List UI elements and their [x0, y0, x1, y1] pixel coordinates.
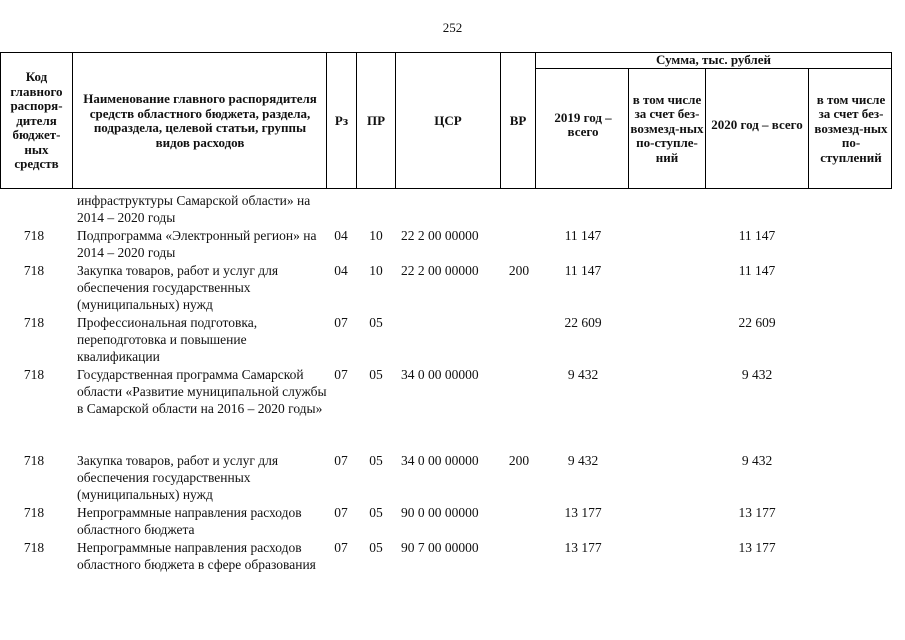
- row-code: 718: [23, 228, 45, 243]
- header-vr: ВР: [509, 112, 527, 128]
- row-sum-2019: 11 147: [564, 228, 602, 243]
- row-code: 718: [23, 505, 45, 520]
- row-csr: 22 2 00 00000: [401, 228, 479, 243]
- row-name: Непрограммные направления расходов областного бюджета в сфере образования: [77, 540, 316, 572]
- row-pr: 05: [369, 453, 383, 468]
- row-name: Закупка товаров, работ и услуг для обеспечения государственных (муниципальных) нужд: [77, 453, 279, 502]
- row-sum-2020: 9 432: [741, 367, 773, 382]
- row-rz: 04: [334, 228, 348, 243]
- header-code: Код главного распоря-дителя бюджет-ных средств: [10, 69, 63, 172]
- row-csr: 90 7 00 00000: [401, 540, 479, 555]
- header-2020-free: в том числе за счет без-возмезд-ных по-ступлений: [814, 91, 888, 165]
- header-csr: ЦСР: [434, 112, 462, 128]
- row-code: 718: [23, 263, 45, 278]
- header-name: Наименование главного распорядителя средств областного бюджета, раздела, подраздела, целевой статьи, группы видов расходов: [83, 91, 317, 150]
- row-sum-2019: 9 432: [567, 453, 599, 468]
- header-2019: 2019 год – всего: [554, 109, 612, 139]
- row-code: 718: [23, 315, 45, 330]
- row-vr: 200: [508, 263, 530, 278]
- row-rz: 07: [334, 540, 348, 555]
- row-pr: 05: [369, 315, 383, 330]
- row-sum-2020: 9 432: [741, 453, 773, 468]
- row-sum-2019: 13 177: [564, 505, 602, 520]
- row-csr: 22 2 00 00000: [401, 263, 479, 278]
- header-sum-title: Сумма, тыс. рублей: [656, 52, 771, 68]
- row-pr: 05: [369, 540, 383, 555]
- row-code: 718: [23, 540, 45, 555]
- row-rz: 07: [334, 505, 348, 520]
- header-pr: ПР: [366, 112, 386, 128]
- row-sum-2019: 22 609: [564, 315, 602, 330]
- row-sum-2019: 9 432: [567, 367, 599, 382]
- row-pr: 05: [369, 367, 383, 382]
- header-2019-free: в том числе за счет без-возмезд-ных по-ступле-ний: [630, 91, 704, 165]
- row-sum-2020: 11 147: [738, 263, 776, 278]
- row-pr: 10: [369, 263, 383, 278]
- row-rz: 07: [334, 315, 348, 330]
- row-code: 718: [23, 453, 45, 468]
- continuation-text: инфраструктуры Самарской области» на 2014 – 2020 годы: [77, 193, 311, 225]
- row-csr: 34 0 00 00000: [401, 453, 479, 468]
- row-name: Подпрограмма «Электронный регион» на 2014 – 2020 годы: [77, 228, 317, 260]
- row-csr: 90 0 00 00000: [401, 505, 479, 520]
- row-vr: 200: [508, 453, 530, 468]
- row-name: Закупка товаров, работ и услуг для обеспечения государственных (муниципальных) нужд: [77, 263, 279, 312]
- row-sum-2019: 11 147: [564, 263, 602, 278]
- table-header: [0, 52, 892, 189]
- header-2020: 2020 год – всего: [711, 116, 803, 132]
- row-name: Профессиональная подготовка, переподготовка и повышение квалификации: [77, 315, 258, 364]
- row-rz: 07: [334, 453, 348, 468]
- header-rz: Рз: [334, 112, 349, 128]
- row-sum-2020: 22 609: [738, 315, 776, 330]
- row-rz: 04: [334, 263, 348, 278]
- row-sum-2019: 13 177: [564, 540, 602, 555]
- row-sum-2020: 13 177: [738, 505, 776, 520]
- page-number: 252: [442, 20, 463, 35]
- row-name: Государственная программа Самарской области «Развитие муниципальной службы в Самарской области на 2016 – 2020 годы»: [77, 367, 327, 416]
- row-sum-2020: 11 147: [738, 228, 776, 243]
- row-sum-2020: 13 177: [738, 540, 776, 555]
- row-csr: 34 0 00 00000: [401, 367, 479, 382]
- row-name: Непрограммные направления расходов областного бюджета: [77, 505, 302, 537]
- row-pr: 10: [369, 228, 383, 243]
- row-rz: 07: [334, 367, 348, 382]
- row-code: 718: [23, 367, 45, 382]
- row-pr: 05: [369, 505, 383, 520]
